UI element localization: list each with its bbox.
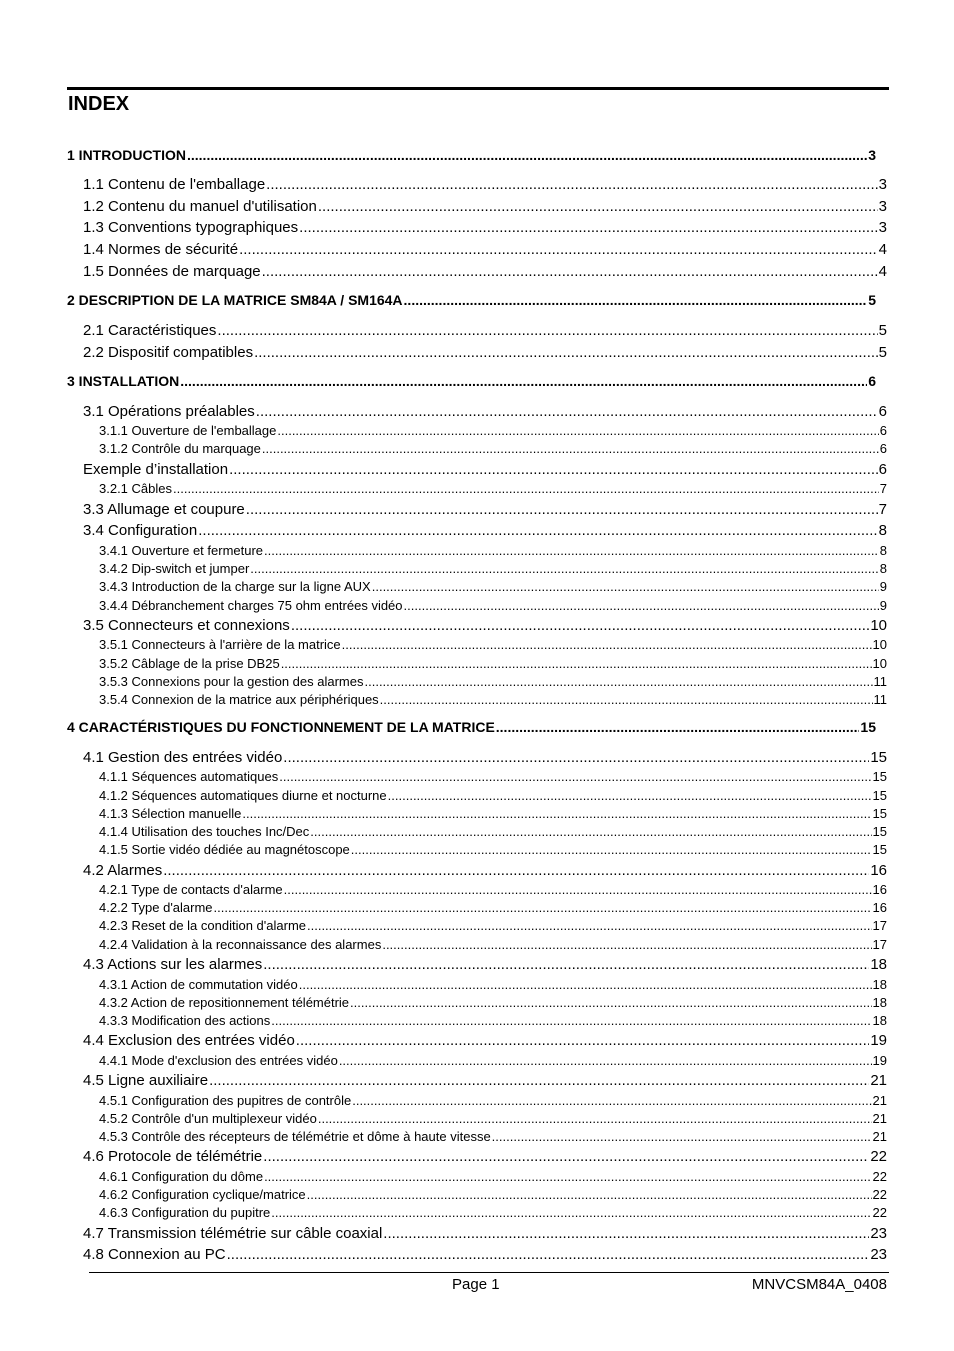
- toc-dot-leader: [284, 882, 872, 898]
- toc-entry-title: 1.1 Contenu de l'emballage: [83, 176, 266, 193]
- toc-subsection-entry[interactable]: [99, 769, 887, 785]
- toc-entry-page: 21: [872, 1111, 887, 1126]
- toc-entry-page: 3: [878, 176, 887, 193]
- toc-entry-title: 4.8 Connexion au PC: [83, 1246, 226, 1263]
- toc-entry-title: 4.4 Exclusion des entrées vidéo: [83, 1032, 295, 1049]
- toc-subsection-entry[interactable]: [99, 579, 887, 595]
- toc-dot-leader: [380, 692, 873, 708]
- toc-entry-page: 17: [872, 937, 887, 952]
- toc-dot-leader: [209, 1071, 869, 1090]
- toc-subsection-entry[interactable]: [99, 1205, 887, 1221]
- toc-dot-leader: [262, 441, 879, 457]
- toc-dot-leader: [246, 500, 878, 519]
- toc-dot-leader: [264, 543, 879, 559]
- toc-entry-title: 4.2.1 Type de contacts d'alarme: [99, 882, 283, 897]
- toc-section-entry[interactable]: [83, 460, 887, 479]
- toc-subsection-entry[interactable]: [99, 1111, 887, 1127]
- toc-entry-title: 4.6.3 Configuration du pupitre: [99, 1205, 271, 1220]
- footer-rule: [89, 1272, 889, 1273]
- toc-entry-title: 4.2.4 Validation à la reconnaissance des alarmes: [99, 937, 382, 952]
- toc-entry-title: 4.1 Gestion des entrées vidéo: [83, 749, 283, 766]
- toc-entry-title: 3.5.3 Connexions pour la gestion des alarmes: [99, 674, 364, 689]
- toc-subsection-entry[interactable]: [99, 806, 887, 822]
- toc-entry-title: 4.5.2 Contrôle d'un multiplexeur vidéo: [99, 1111, 317, 1126]
- toc-dot-leader: [214, 900, 872, 916]
- toc-section-entry[interactable]: [83, 175, 887, 194]
- toc-dot-leader: [263, 1147, 869, 1166]
- toc-section-entry[interactable]: [83, 1031, 887, 1050]
- toc-dot-leader: [404, 598, 879, 614]
- toc-dot-leader: [239, 240, 878, 259]
- toc-subsection-entry[interactable]: [99, 423, 887, 439]
- toc-entry-page: 18: [870, 956, 887, 973]
- toc-dot-leader: [250, 561, 878, 577]
- toc-entry-page: 22: [872, 1169, 887, 1184]
- toc-dot-leader: [263, 955, 869, 974]
- toc-section-entry[interactable]: [83, 321, 887, 340]
- toc-entry-page: 3: [878, 219, 887, 236]
- toc-entry-title: 3.4.3 Introduction de la charge sur la ligne AUX: [99, 579, 371, 594]
- toc-subsection-entry[interactable]: [99, 692, 887, 708]
- toc-entry-page: 21: [872, 1129, 887, 1144]
- toc-entry-title: 2.1 Caractéristiques: [83, 322, 217, 339]
- toc-section-entry[interactable]: [83, 1147, 887, 1166]
- toc-entry-title: 4.3.1 Action de commutation vidéo: [99, 977, 298, 992]
- toc-subsection-entry[interactable]: [99, 1129, 887, 1145]
- toc-subsection-entry[interactable]: [99, 937, 887, 953]
- toc-dot-leader: [242, 806, 871, 822]
- toc-subsection-entry[interactable]: [99, 1093, 887, 1109]
- toc-entry-page: 5: [878, 344, 887, 361]
- toc-subsection-entry[interactable]: [99, 842, 887, 858]
- toc-chapter-entry[interactable]: [67, 718, 876, 736]
- toc-entry-page: 17: [872, 918, 887, 933]
- toc-dot-leader: [229, 460, 878, 479]
- footer-document-code: MNVCSM84A_0408: [751, 1276, 887, 1293]
- toc-entry-title: 4.3 Actions sur les alarmes: [83, 956, 263, 973]
- toc-entry-title: 4.2.3 Reset de la condition d'alarme: [99, 918, 306, 933]
- toc-entry-title: 4.7 Transmission télémétrie sur câble coaxial: [83, 1225, 383, 1242]
- toc-entry-page: 15: [872, 788, 887, 803]
- toc-subsection-entry[interactable]: [99, 788, 887, 804]
- toc-section-entry[interactable]: [83, 262, 887, 281]
- toc-dot-leader: [256, 402, 878, 421]
- toc-subsection-entry[interactable]: [99, 1013, 887, 1029]
- toc-subsection-entry[interactable]: [99, 977, 887, 993]
- toc-section-entry[interactable]: [83, 955, 887, 974]
- toc-dot-leader: [163, 861, 869, 880]
- toc-dot-leader: [227, 1245, 870, 1264]
- toc-entry-page: 11: [873, 674, 887, 689]
- toc-section-entry[interactable]: [83, 197, 887, 216]
- toc-section-entry[interactable]: [83, 616, 887, 635]
- toc-dot-leader: [496, 718, 860, 736]
- toc-chapter-entry[interactable]: [67, 291, 876, 309]
- toc-dot-leader: [198, 521, 877, 540]
- toc-entry-title: Exemple d’installation: [83, 461, 229, 478]
- toc-entry-title: 3.4 Configuration: [83, 522, 198, 539]
- toc-entry-title: 1 INTRODUCTION: [67, 147, 186, 163]
- toc-dot-leader: [296, 1031, 870, 1050]
- toc-dot-leader: [187, 146, 867, 164]
- toc-section-entry[interactable]: [83, 521, 887, 540]
- toc-subsection-entry[interactable]: [99, 637, 887, 653]
- toc-dot-leader: [217, 321, 877, 340]
- toc-subsection-entry[interactable]: [99, 918, 887, 934]
- toc-dot-leader: [350, 995, 871, 1011]
- toc-entry-page: 16: [870, 862, 887, 879]
- toc-entry-page: 19: [872, 1053, 887, 1068]
- toc-subsection-entry[interactable]: [99, 1169, 887, 1185]
- toc-chapter-entry[interactable]: [67, 146, 876, 164]
- toc-entry-page: 8: [879, 561, 887, 576]
- toc-subsection-entry[interactable]: [99, 1053, 887, 1069]
- toc-subsection-entry[interactable]: [99, 543, 887, 559]
- toc-entry-page: 8: [879, 543, 887, 558]
- toc-entry-page: 6: [868, 373, 876, 389]
- toc-dot-leader: [264, 1169, 871, 1185]
- toc-section-entry[interactable]: [83, 748, 887, 767]
- toc-dot-leader: [352, 1093, 871, 1109]
- toc-entry-title: 4.1.2 Séquences automatiques diurne et nocturne: [99, 788, 387, 803]
- toc-entry-title: 1.3 Conventions typographiques: [83, 219, 299, 236]
- toc-subsection-entry[interactable]: [99, 995, 887, 1011]
- toc-entry-page: 6: [878, 461, 887, 478]
- toc-entry-title: 4.3.2 Action de repositionnement télémétrie: [99, 995, 350, 1010]
- toc-dot-leader: [342, 637, 872, 653]
- toc-entry-page: 18: [872, 995, 887, 1010]
- toc-entry-page: 4: [878, 241, 887, 258]
- toc-subsection-entry[interactable]: [99, 900, 887, 916]
- toc-subsection-entry[interactable]: [99, 598, 887, 614]
- toc-section-entry[interactable]: [83, 1071, 887, 1090]
- toc-dot-leader: [365, 674, 873, 690]
- toc-dot-leader: [382, 937, 871, 953]
- toc-entry-title: 4.5.1 Configuration des pupitres de contrôle: [99, 1093, 352, 1108]
- toc-section-entry[interactable]: [83, 861, 887, 880]
- toc-entry-page: 6: [879, 441, 887, 456]
- toc-entry-page: 5: [878, 322, 887, 339]
- toc-entry-title: 1.4 Normes de sécurité: [83, 241, 239, 258]
- toc-entry-page: 22: [872, 1205, 887, 1220]
- toc-entry-page: 10: [872, 637, 887, 652]
- toc-section-entry[interactable]: [83, 343, 887, 362]
- toc-entry-title: 3.1 Opérations préalables: [83, 403, 255, 420]
- toc-entry-page: 3: [868, 147, 876, 163]
- page-title: INDEX: [68, 93, 130, 115]
- toc-entry-page: 16: [872, 900, 887, 915]
- toc-entry-page: 5: [868, 292, 876, 308]
- toc-entry-title: 3.5 Connecteurs et connexions: [83, 617, 290, 634]
- toc-entry-title: 4.2.2 Type d'alarme: [99, 900, 213, 915]
- toc-subsection-entry[interactable]: [99, 824, 887, 840]
- toc-entry-title: 3.5.2 Câblage de la prise DB25: [99, 656, 280, 671]
- toc-dot-leader: [254, 343, 878, 362]
- toc-section-entry[interactable]: [83, 1245, 887, 1264]
- toc-dot-leader: [173, 481, 879, 497]
- toc-section-entry[interactable]: [83, 402, 887, 421]
- toc-entry-page: 3: [878, 198, 887, 215]
- toc-entry-page: 15: [872, 842, 887, 857]
- toc-entry-title: 1.5 Données de marquage: [83, 263, 261, 280]
- toc-entry-page: 22: [870, 1148, 887, 1165]
- toc-dot-leader: [271, 1013, 871, 1029]
- toc-subsection-entry[interactable]: [99, 674, 887, 690]
- top-rule: [67, 87, 889, 90]
- toc-entry-page: 15: [872, 824, 887, 839]
- toc-entry-page: 7: [878, 501, 887, 518]
- toc-chapter-entry[interactable]: [67, 372, 876, 390]
- toc-entry-title: 3.4.4 Débranchement charges 75 ohm entrées vidéo: [99, 598, 403, 613]
- toc-dot-leader: [299, 977, 872, 993]
- toc-entry-page: 23: [870, 1225, 887, 1242]
- toc-section-entry[interactable]: [83, 240, 887, 259]
- toc-entry-page: 15: [860, 719, 876, 735]
- toc-entry-title: 4.6.1 Configuration du dôme: [99, 1169, 264, 1184]
- toc-entry-title: 4.3.3 Modification des actions: [99, 1013, 271, 1028]
- toc-dot-leader: [271, 1205, 871, 1221]
- toc-entry-title: 4.1.1 Séquences automatiques: [99, 769, 279, 784]
- toc-entry-page: 15: [872, 769, 887, 784]
- toc-entry-title: 4.6.2 Configuration cyclique/matrice: [99, 1187, 306, 1202]
- toc-entry-page: 21: [872, 1093, 887, 1108]
- toc-dot-leader: [404, 291, 868, 309]
- toc-entry-page: 18: [872, 977, 887, 992]
- toc-entry-title: 3.1.2 Contrôle du marquage: [99, 441, 261, 456]
- toc-entry-page: 9: [879, 579, 887, 594]
- toc-entry-page: 8: [878, 522, 887, 539]
- toc-entry-page: 19: [870, 1032, 887, 1049]
- toc-subsection-entry[interactable]: [99, 882, 887, 898]
- toc-entry-page: 15: [872, 806, 887, 821]
- toc-dot-leader: [180, 372, 867, 390]
- toc-dot-leader: [388, 788, 872, 804]
- toc-entry-page: 7: [879, 481, 887, 496]
- toc-dot-leader: [372, 579, 879, 595]
- toc-subsection-entry[interactable]: [99, 441, 887, 457]
- toc-entry-title: 3.5.4 Connexion de la matrice aux périphériques: [99, 692, 379, 707]
- toc-entry-title: 4.2 Alarmes: [83, 862, 163, 879]
- toc-entry-title: 4.5 Ligne auxiliaire: [83, 1072, 209, 1089]
- toc-dot-leader: [307, 918, 872, 934]
- toc-entry-page: 23: [870, 1246, 887, 1263]
- toc-dot-leader: [339, 1053, 872, 1069]
- toc-entry-title: 4.1.3 Sélection manuelle: [99, 806, 242, 821]
- toc-entry-title: 4.4.1 Mode d'exclusion des entrées vidéo: [99, 1053, 338, 1068]
- toc-dot-leader: [283, 748, 869, 767]
- toc-entry-title: 4.6 Protocole de télémétrie: [83, 1148, 263, 1165]
- toc-section-entry[interactable]: [83, 500, 887, 519]
- toc-entry-page: 9: [879, 598, 887, 613]
- toc-subsection-entry[interactable]: [99, 1187, 887, 1203]
- toc-entry-page: 18: [872, 1013, 887, 1028]
- toc-subsection-entry[interactable]: [99, 561, 887, 577]
- toc-entry-title: 4 CARACTÉRISTIQUES DU FONCTIONNEMENT DE LA MATRICE: [67, 719, 495, 735]
- toc-entry-title: 2.2 Dispositif compatibles: [83, 344, 254, 361]
- toc-entry-title: 4.5.3 Contrôle des récepteurs de télémétrie et dôme à haute vitesse: [99, 1129, 491, 1144]
- toc-dot-leader: [492, 1129, 872, 1145]
- toc-entry-page: 4: [878, 263, 887, 280]
- toc-entry-title: 1.2 Contenu du manuel d'utilisation: [83, 198, 317, 215]
- toc-section-entry[interactable]: [83, 1224, 887, 1243]
- toc-subsection-entry[interactable]: [99, 656, 887, 672]
- toc-entry-title: 2 DESCRIPTION DE LA MATRICE SM84A / SM164A: [67, 292, 403, 308]
- toc-entry-title: 3.2.1 Câbles: [99, 481, 172, 496]
- toc-entry-page: 22: [872, 1187, 887, 1202]
- toc-entry-page: 6: [878, 403, 887, 420]
- toc-entry-title: 3.4.1 Ouverture et fermeture: [99, 543, 264, 558]
- toc-dot-leader: [281, 656, 872, 672]
- toc-entry-title: 3.4.2 Dip-switch et jumper: [99, 561, 250, 576]
- toc-dot-leader: [383, 1224, 869, 1243]
- footer-page-number: Page 1: [452, 1276, 500, 1293]
- toc-entry-page: 15: [870, 749, 887, 766]
- toc-entry-page: 10: [872, 656, 887, 671]
- toc-dot-leader: [351, 842, 872, 858]
- toc-entry-title: 3.3 Allumage et coupure: [83, 501, 245, 518]
- toc-section-entry[interactable]: [83, 218, 887, 237]
- toc-entry-title: 4.1.4 Utilisation des touches Inc/Dec: [99, 824, 310, 839]
- toc-subsection-entry[interactable]: [99, 481, 887, 497]
- toc-dot-leader: [318, 1111, 872, 1127]
- toc-dot-leader: [266, 175, 877, 194]
- toc-dot-leader: [291, 616, 870, 635]
- toc-entry-page: 21: [870, 1072, 887, 1089]
- toc-dot-leader: [299, 218, 878, 237]
- toc-entry-title: 3.5.1 Connecteurs à l'arrière de la matrice: [99, 637, 341, 652]
- toc-dot-leader: [310, 824, 871, 840]
- toc-dot-leader: [279, 769, 871, 785]
- toc-dot-leader: [277, 423, 878, 439]
- toc-entry-page: 6: [879, 423, 887, 438]
- toc-entry-title: 3.1.1 Ouverture de l'emballage: [99, 423, 277, 438]
- toc-dot-leader: [262, 262, 878, 281]
- toc-entry-page: 10: [870, 617, 887, 634]
- toc-entry-title: 3 INSTALLATION: [67, 373, 180, 389]
- toc-entry-page: 11: [873, 692, 887, 707]
- toc-entry-title: 4.1.5 Sortie vidéo dédiée au magnétoscope: [99, 842, 350, 857]
- toc-dot-leader: [307, 1187, 872, 1203]
- toc-dot-leader: [318, 197, 878, 216]
- toc-entry-page: 16: [872, 882, 887, 897]
